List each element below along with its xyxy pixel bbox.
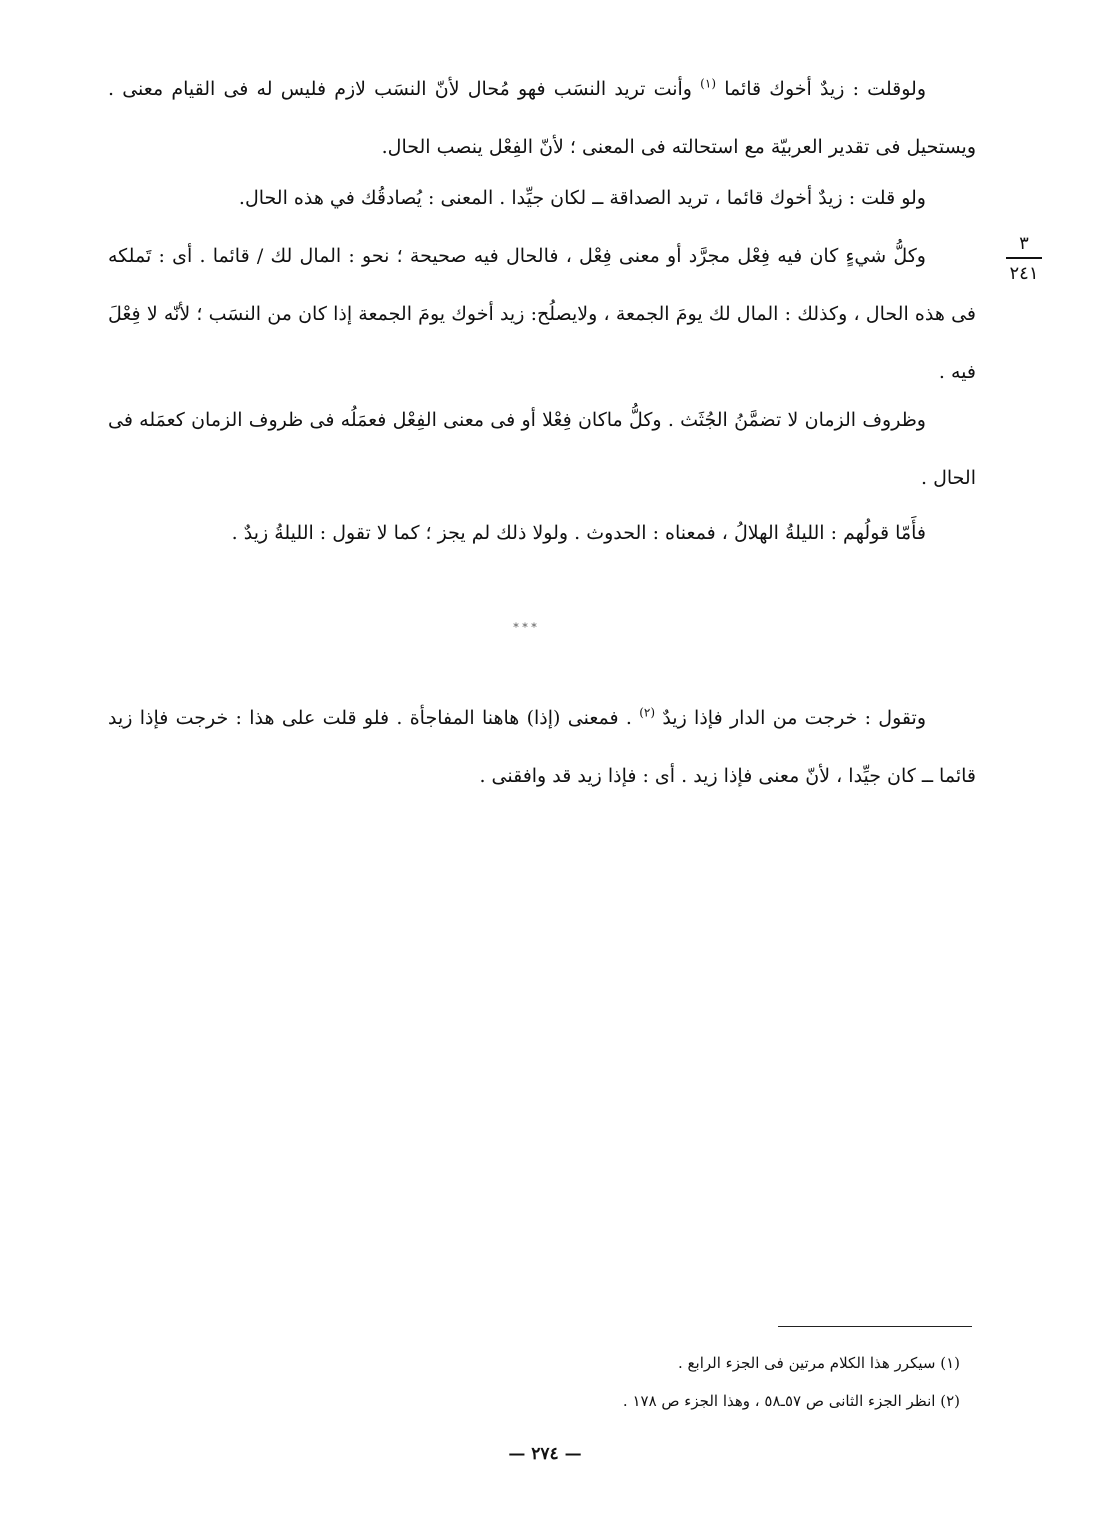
footnote-ref-1: (١) (700, 76, 716, 91)
margin-reference-bottom: ٢٤١ (1009, 263, 1039, 284)
footnote-ref-2: (٢) (639, 705, 656, 720)
paragraph-1-text-before: ولوقلت : زيدٌ أخوك قائما (724, 78, 926, 100)
section-separator: * * * (513, 621, 537, 634)
paragraph-1 (108, 60, 976, 176)
paragraph-3 (108, 227, 976, 401)
paragraph-5 (108, 504, 976, 562)
paragraph-4-text: وظروف الزمان لا تضمَّنُ الجُثَث . وكلُّ ماكان فِعْلا أو فى معنى الفِعْل فعمَلُه فى ظروف الزمان كعمَله فى الحال . (108, 409, 976, 489)
margin-reference (1000, 233, 1048, 285)
footnote-1: (١) سيكرر هذا الكلام مرتين فى الجزء الرابع . (678, 1354, 960, 1372)
paragraph-4 (108, 391, 976, 507)
paragraph-6-text (108, 689, 976, 805)
paragraph-6-text-after: . فمعنى (إذا) هاهنا المفاجأة . فلو قلت على هذا : خرجت فإذا زيد قائما ــ كان جيِّدا ، لأنّ معنى فإذا زيد . أى : فإذا زيد قد وافقنى . (108, 707, 976, 787)
paragraph-3-text: وكلُّ شيءٍ كان فيه فِعْل مجرَّد أو معنى فِعْل ، فالحال فيه صحيحة ؛ نحو : المال لك / قائما . أى : تَملكه فى هذه الحال ، وكذلك : المال لك يومَ الجمعة ، ولايصلُح: زيد أخوك يومَ الجمعة إذا كان من النسَب ؛ لأنّه لا فِعْلَ فيه . (108, 245, 976, 383)
paragraph-5-text: فأَمّا قولُهم : الليلةُ الهلالُ ، فمعناه : الحدوث . ولولا ذلك لم يجز ؛ كما لا تقول : الليلةُ زيدٌ . (231, 522, 926, 544)
footnote-divider (778, 1326, 972, 1327)
paragraph-2 (108, 169, 976, 227)
footnotes (340, 1344, 960, 1420)
paragraph-1-text-after: وأنت تريد النسَب فهو مُحال لأنّ النسَب لازم فليس له فى القيام معنى . ويستحيل فى تقدير العربيّة مع استحالته فى المعنى ؛ لأنّ الفِعْل ينصب الحال. (108, 78, 976, 158)
paragraph-6-text-before: وتقول : خرجت من الدار فإذا زيدٌ (662, 707, 926, 729)
paragraph-2-text: ولو قلت : زيدٌ أخوك قائما ، تريد الصداقة ــ لكان جيِّدا . المعنى : يُصادقُك في هذه الحال. (238, 187, 926, 209)
footnote-2: (٢) انظر الجزء الثانى ص ٥٧ـ٥٨ ، وهذا الجزء ص ١٧٨ . (622, 1392, 960, 1410)
paragraph-6 (108, 689, 976, 805)
margin-reference-top: ٣ (1006, 233, 1042, 259)
paragraph-1-text (108, 60, 976, 176)
page-number: — ٢٧٤ — (508, 1444, 582, 1464)
